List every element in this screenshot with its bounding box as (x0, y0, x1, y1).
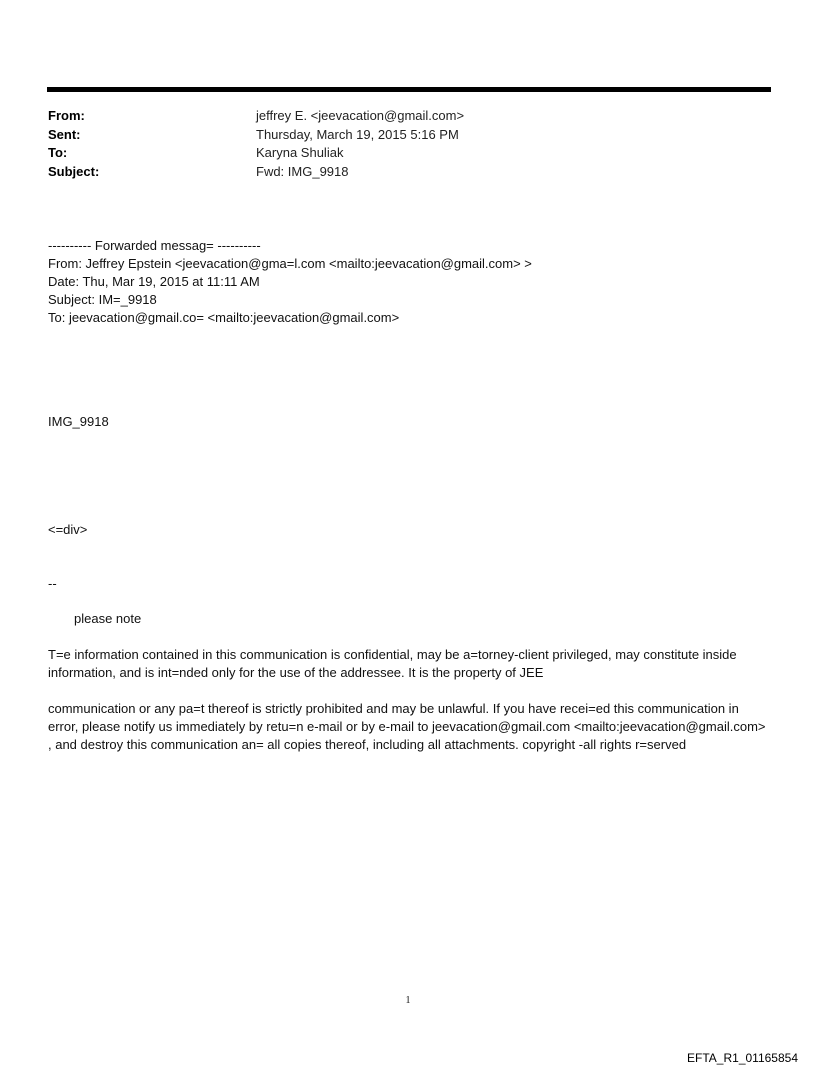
document-id: EFTA_R1_01165854 (687, 1051, 798, 1065)
signature-separator: -- (48, 576, 57, 591)
sent-value: Thursday, March 19, 2015 5:16 PM (256, 126, 459, 142)
to-value: Karyna Shuliak (256, 145, 344, 160)
from-label: From: (48, 108, 85, 123)
forwarded-from-line: From: Jeffrey Epstein <jeevacation@gma=l.com <mailto:jeevacation@gmail.com> > (48, 256, 532, 271)
header-divider (47, 87, 771, 92)
subject-row (48, 163, 768, 182)
forwarded-message-block (48, 237, 768, 327)
sent-label: Sent: (48, 126, 81, 142)
confidentiality-paragraph-1: T=e information contained in this communication is confidential, may be a=torney-client privileged, may constitute inside information, and is int=nded only for the use of the addressee. It is the property of JEE (48, 647, 737, 680)
forwarded-subject-line: Subject: IM=_9918 (48, 292, 157, 307)
subject-value: Fwd: IMG_9918 (256, 163, 349, 179)
to-label: To: (48, 145, 68, 160)
attachment-name: IMG_9918 (48, 414, 109, 429)
div-tag-text: <=div> (48, 522, 88, 537)
to-row (48, 144, 768, 163)
subject-label: Subject: (48, 163, 100, 179)
forwarded-separator: ---------- Forwarded messag= ---------- (48, 238, 261, 253)
forwarded-to-line: To: jeevacation@gmail.co= <mailto:jeevacation@gmail.com> (48, 310, 400, 325)
from-row (48, 107, 768, 126)
email-header (48, 107, 768, 181)
forwarded-date-line: Date: Thu, Mar 19, 2015 at 11:11 AM (48, 274, 260, 289)
from-value: jeffrey E. <jeevacation@gmail.com> (256, 108, 465, 123)
sent-row (48, 126, 768, 145)
note-label: please note (74, 611, 142, 626)
page-number: 1 (405, 995, 411, 1006)
confidentiality-paragraph-2: communication or any pa=t thereof is strictly prohibited and may be unlawful. If you have recei=ed this communication in error, please notify us immediately by retu=n e-mail or by e-mail to jeevacation@gmail.com <mailto:jeevacation@gmail.com> , and destroy this communication an= all copies thereof, including all attachments. copyright -all rights r=served (48, 701, 766, 752)
